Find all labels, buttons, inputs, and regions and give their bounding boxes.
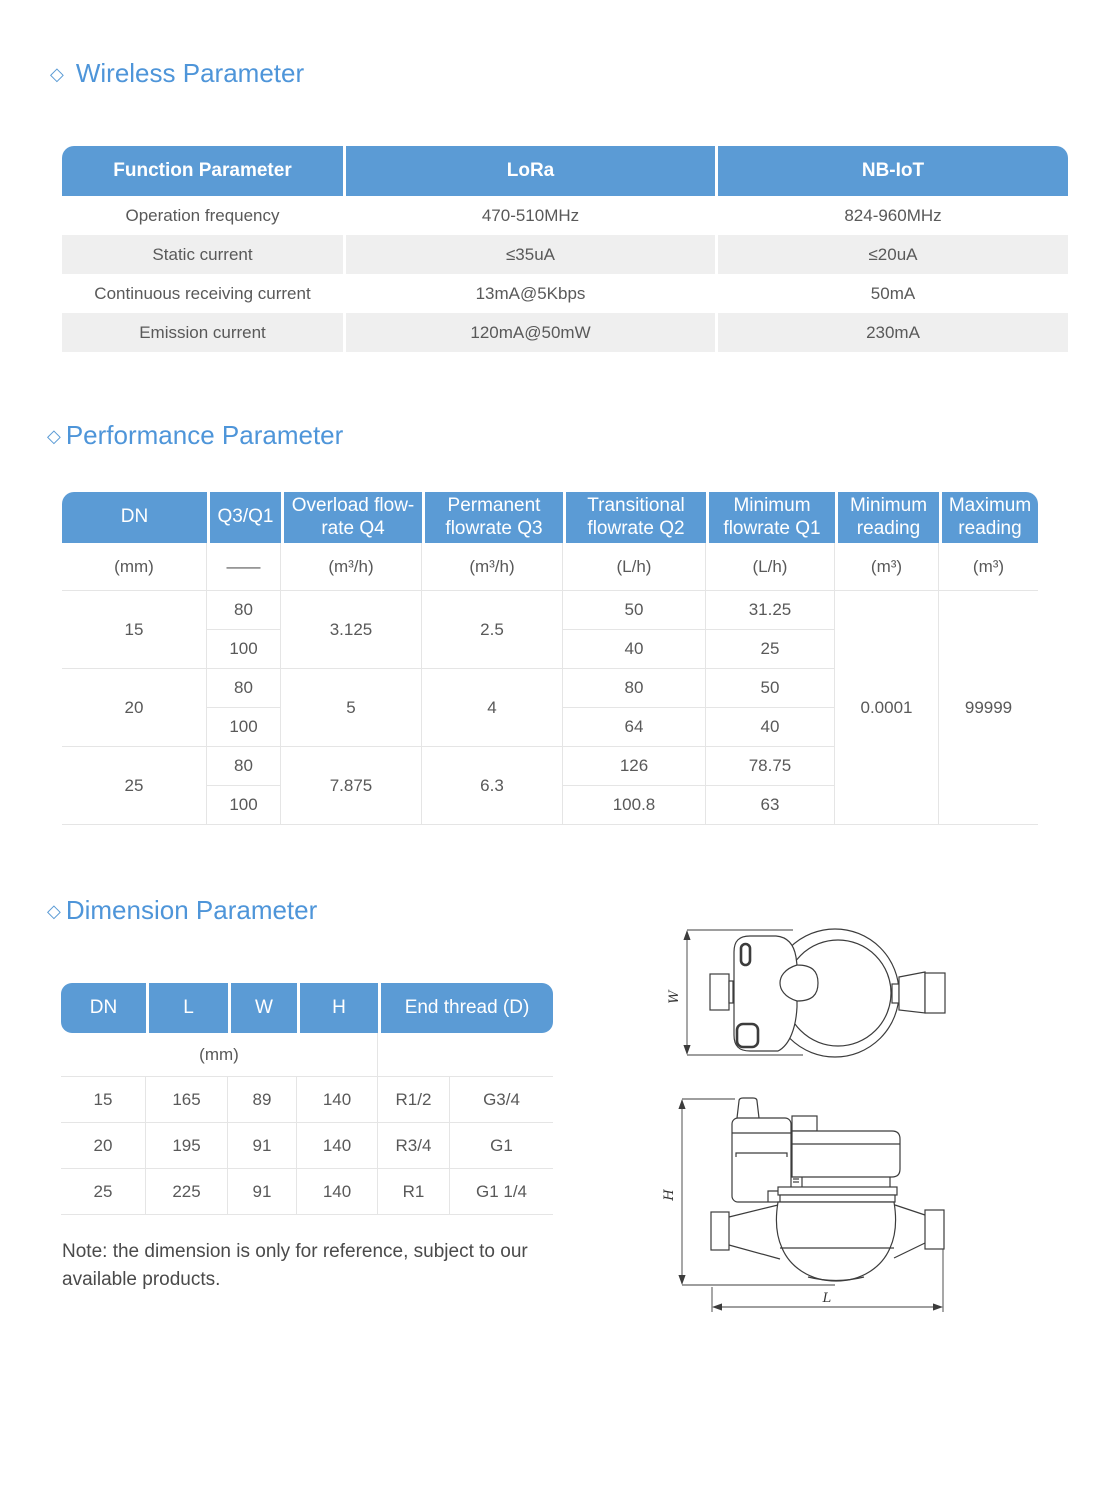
- section-title-text: Wireless Parameter: [75, 58, 305, 88]
- cell-q3q1: 100: [207, 786, 281, 825]
- cell-parameter: Static current: [62, 235, 343, 274]
- cell-dn: 25: [62, 747, 207, 825]
- diamond-icon: ◇: [47, 901, 61, 921]
- cell-nbiot: 50mA: [715, 274, 1068, 313]
- cell-lora: 120mA@50mW: [343, 313, 715, 352]
- unit-row: [61, 1033, 553, 1077]
- cell-h: 140: [297, 1077, 378, 1123]
- header-cell: Permanent flowrate Q3: [422, 492, 563, 543]
- table-row: [61, 1077, 553, 1123]
- table-row: [62, 235, 1068, 274]
- table-row: [62, 313, 1068, 352]
- diamond-icon: ◇: [50, 64, 64, 84]
- cell-q3q1: 100: [207, 708, 281, 747]
- cell-nbiot: 230mA: [715, 313, 1068, 352]
- cell-overload: 7.875: [281, 747, 422, 825]
- wireless-section-title: [50, 58, 304, 89]
- cell-dn: 15: [62, 591, 207, 669]
- cell-thread-g: G3/4: [450, 1077, 553, 1123]
- cell-dn: 20: [62, 669, 207, 747]
- header-cell: Q3/Q1: [207, 492, 281, 543]
- cell-nbiot: ≤20uA: [715, 235, 1068, 274]
- header-cell: LoRa: [343, 146, 715, 196]
- header-cell: Minimum reading: [835, 492, 939, 543]
- cell-thread-g: G1 1/4: [450, 1169, 553, 1215]
- cell-dn: 15: [61, 1077, 146, 1123]
- cell-lora: 470-510MHz: [343, 196, 715, 235]
- unit-cell: (L/h): [563, 543, 706, 591]
- unit-cell: (L/h): [706, 543, 835, 591]
- dimension-label-l: L: [822, 1291, 832, 1306]
- header-cell: End thread (D): [378, 983, 553, 1033]
- cell-transitional: 64: [563, 708, 706, 747]
- cell-q3q1: 80: [207, 591, 281, 630]
- cell-thread-r: R1/2: [378, 1077, 450, 1123]
- header-cell: DN: [61, 983, 146, 1033]
- table-header-row: [61, 983, 553, 1033]
- cell-dn: 20: [61, 1123, 146, 1169]
- meter-side-view-drawing: [660, 1095, 960, 1320]
- cell-transitional: 40: [563, 630, 706, 669]
- cell-parameter: Continuous receiving current: [62, 274, 343, 313]
- cell-h: 140: [297, 1123, 378, 1169]
- cell-w: 91: [228, 1169, 297, 1215]
- cell-permanent: 2.5: [422, 591, 563, 669]
- header-cell: Transitional flowrate Q2: [563, 492, 706, 543]
- cell-transitional: 100.8: [563, 786, 706, 825]
- header-cell: DN: [62, 492, 207, 543]
- unit-cell: (mm): [61, 1033, 378, 1077]
- dimension-section-title: [47, 895, 317, 926]
- wireless-parameter-table: [62, 146, 1068, 352]
- cell-parameter: Emission current: [62, 313, 343, 352]
- header-cell: H: [297, 983, 378, 1033]
- header-cell: Overload flow-rate Q4: [281, 492, 422, 543]
- cell-q3q1: 80: [207, 747, 281, 786]
- cell-minimum-flowrate: 31.25: [706, 591, 835, 630]
- cell-l: 225: [146, 1169, 228, 1215]
- cell-permanent: 4: [422, 669, 563, 747]
- header-cell: NB-IoT: [715, 146, 1068, 196]
- performance-section-title: [47, 420, 343, 451]
- table-row: [61, 1169, 553, 1215]
- unit-cell: (m³/h): [422, 543, 563, 591]
- note-line: available products.: [62, 1269, 221, 1290]
- header-cell: Minimum flowrate Q1: [706, 492, 835, 543]
- cell-minimum-flowrate: 40: [706, 708, 835, 747]
- cell-minimum-flowrate: 78.75: [706, 747, 835, 786]
- cell-overload: 3.125: [281, 591, 422, 669]
- diamond-icon: ◇: [47, 426, 61, 446]
- dimension-label-h: H: [662, 1189, 677, 1201]
- cell-maximum-reading: 99999: [939, 591, 1038, 825]
- unit-cell-empty: [378, 1033, 553, 1077]
- cell-transitional: 80: [563, 669, 706, 708]
- unit-cell: ——: [207, 543, 281, 591]
- unit-cell: (m³): [939, 543, 1038, 591]
- cell-l: 165: [146, 1077, 228, 1123]
- cell-q3q1: 80: [207, 669, 281, 708]
- section-title-text: Performance Parameter: [65, 420, 344, 450]
- cell-h: 140: [297, 1169, 378, 1215]
- cell-minimum-flowrate: 50: [706, 669, 835, 708]
- cell-dn: 25: [61, 1169, 146, 1215]
- cell-parameter: Operation frequency: [62, 196, 343, 235]
- cell-transitional: 126: [563, 747, 706, 786]
- unit-cell: (m³): [835, 543, 939, 591]
- cell-w: 89: [228, 1077, 297, 1123]
- cell-overload: 5: [281, 669, 422, 747]
- cell-minimum-flowrate: 25: [706, 630, 835, 669]
- cell-nbiot: 824-960MHz: [715, 196, 1068, 235]
- unit-cell: (mm): [62, 543, 207, 591]
- dimension-label-w: W: [667, 990, 682, 1004]
- table-header-row: [62, 146, 1068, 196]
- cell-l: 195: [146, 1123, 228, 1169]
- cell-lora: ≤35uA: [343, 235, 715, 274]
- cell-permanent: 6.3: [422, 747, 563, 825]
- cell-transitional: 50: [563, 591, 706, 630]
- dimension-note: [62, 1238, 602, 1294]
- cell-thread-g: G1: [450, 1123, 553, 1169]
- dimension-parameter-table: [61, 983, 553, 1215]
- section-title-text: Dimension Parameter: [65, 895, 318, 925]
- header-cell: Function Parameter: [62, 146, 343, 196]
- cell-thread-r: R3/4: [378, 1123, 450, 1169]
- performance-parameter-table: [62, 492, 1038, 825]
- meter-top-view-drawing: [660, 915, 960, 1075]
- header-cell: L: [146, 983, 228, 1033]
- table-row: [61, 1123, 553, 1169]
- table-row: [62, 196, 1068, 235]
- cell-w: 91: [228, 1123, 297, 1169]
- unit-row: [62, 543, 1038, 591]
- cell-lora: 13mA@5Kbps: [343, 274, 715, 313]
- cell-minimum-reading: 0.0001: [835, 591, 939, 825]
- header-cell: Maximum reading: [939, 492, 1038, 543]
- note-line: Note: the dimension is only for reference, subject to our: [62, 1241, 528, 1262]
- header-cell: W: [228, 983, 297, 1033]
- cell-minimum-flowrate: 63: [706, 786, 835, 825]
- table-row: [62, 591, 1038, 630]
- table-row: [62, 274, 1068, 313]
- cell-thread-r: R1: [378, 1169, 450, 1215]
- cell-q3q1: 100: [207, 630, 281, 669]
- table-header-row: [62, 492, 1038, 543]
- unit-cell: (m³/h): [281, 543, 422, 591]
